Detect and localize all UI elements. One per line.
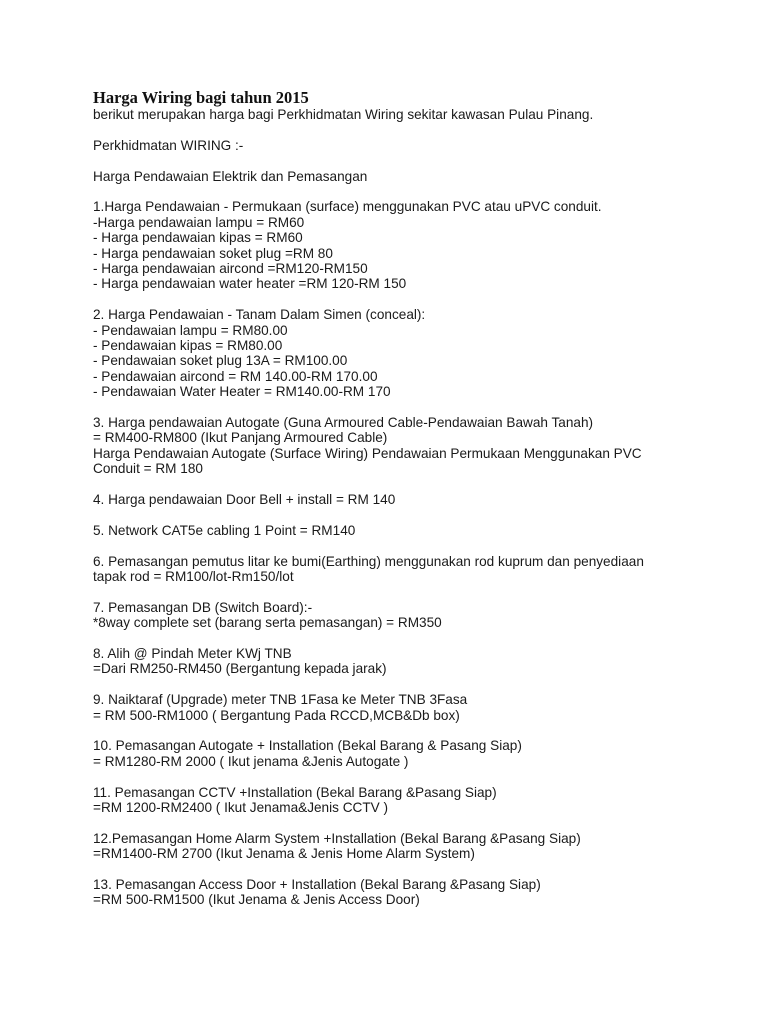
price-section	[93, 785, 693, 816]
price-section	[93, 877, 693, 908]
spacer	[93, 507, 693, 522]
service-heading: Perkhidmatan WIRING :-	[93, 137, 244, 153]
price-section	[93, 523, 693, 538]
section-heading: 2. Harga Pendawaian - Tanam Dalam Simen (conceal):	[93, 307, 426, 323]
price-section	[93, 415, 693, 477]
section-heading: 9. Naiktaraf (Upgrade) meter TNB 1Fasa ke Meter TNB 3Fasa	[93, 692, 468, 708]
section-line: - Pendawaian kipas = RM80.00	[93, 338, 283, 354]
section-line: Conduit = RM 180	[93, 461, 203, 477]
section-heading: 6. Pemasangan pemutus litar ke bumi(Earthing) menggunakan rod kuprum dan penyediaan	[93, 553, 644, 569]
section-heading: 3. Harga pendawaian Autogate (Guna Armoured Cable-Pendawaian Bawah Tanah)	[93, 415, 594, 431]
price-section	[93, 692, 693, 723]
price-section	[93, 646, 693, 677]
section-line: =RM1400-RM 2700 (Ikut Jenama & Jenis Home Alarm System)	[93, 846, 475, 862]
price-sections	[93, 199, 693, 908]
section-line: =Dari RM250-RM450 (Bergantung kepada jarak)	[93, 661, 387, 677]
section-line: =RM 1200-RM2400 ( Ikut Jenama&Jenis CCTV )	[93, 800, 389, 816]
spacer	[93, 477, 693, 492]
spacer	[93, 677, 693, 692]
section-line: =RM 500-RM1500 (Ikut Jenama & Jenis Access Door)	[93, 892, 420, 908]
section-line: - Harga pendawaian kipas = RM60	[93, 230, 303, 246]
section-heading: 11. Pemasangan CCTV +Installation (Bekal Barang &Pasang Siap)	[93, 784, 497, 800]
section-line: - Harga pendawaian soket plug =RM 80	[93, 245, 333, 261]
section-line: - Harga pendawaian water heater =RM 120-RM 150	[93, 276, 407, 292]
section-heading: 4. Harga pendawaian Door Bell + install = RM 140	[93, 492, 396, 508]
section-heading: 8. Alih @ Pindah Meter KWj TNB	[93, 646, 292, 662]
section-line: = RM 500-RM1000 ( Bergantung Pada RCCD,MCB&Db box)	[93, 707, 460, 723]
document-title: Harga Wiring bagi tahun 2015	[93, 88, 309, 107]
spacer	[93, 584, 693, 599]
subheading: Harga Pendawaian Elektrik dan Pemasangan	[93, 168, 368, 184]
spacer	[93, 538, 693, 553]
section-heading: 12.Pemasangan Home Alarm System +Installation (Bekal Barang &Pasang Siap)	[93, 830, 581, 846]
price-section	[93, 831, 693, 862]
section-heading: 10. Pemasangan Autogate + Installation (Bekal Barang & Pasang Siap)	[93, 738, 522, 754]
price-section	[93, 492, 693, 507]
section-line: -Harga pendawaian lampu = RM60	[93, 214, 305, 230]
section-heading: 1.Harga Pendawaian - Permukaan (surface) menggunakan PVC atau uPVC conduit.	[93, 199, 602, 215]
spacer	[93, 292, 693, 307]
section-heading: 5. Network CAT5e cabling 1 Point = RM140	[93, 522, 356, 538]
section-line: - Pendawaian aircond = RM 140.00-RM 170.00	[93, 368, 378, 384]
section-line: = RM1280-RM 2000 ( Ikut jenama &Jenis Autogate )	[93, 753, 409, 769]
spacer	[93, 153, 693, 168]
section-line: Harga Pendawaian Autogate (Surface Wiring) Pendawaian Permukaan Menggunakan PVC	[93, 445, 642, 461]
intro-text: berikut merupakan harga bagi Perkhidmatan Wiring sekitar kawasan Pulau Pinang.	[93, 107, 594, 122]
spacer	[93, 815, 693, 830]
price-section	[93, 600, 693, 631]
spacer	[93, 184, 693, 199]
section-line: - Harga pendawaian aircond =RM120-RM150	[93, 261, 368, 277]
price-section	[93, 738, 693, 769]
spacer	[93, 723, 693, 738]
price-section	[93, 199, 693, 291]
section-heading: 13. Pemasangan Access Door + Installation (Bekal Barang &Pasang Siap)	[93, 877, 541, 893]
section-line: - Pendawaian Water Heater = RM140.00-RM 170	[93, 384, 391, 400]
section-line: tapak rod = RM100/lot-Rm150/lot	[93, 569, 294, 585]
spacer	[93, 769, 693, 784]
spacer	[93, 400, 693, 415]
spacer	[93, 862, 693, 877]
spacer	[93, 631, 693, 646]
section-line: = RM400-RM800 (Ikut Panjang Armoured Cable)	[93, 430, 388, 446]
price-section	[93, 307, 693, 399]
section-line: *8way complete set (barang serta pemasangan) = RM350	[93, 615, 442, 631]
spacer	[93, 122, 693, 137]
section-line: - Pendawaian lampu = RM80.00	[93, 322, 288, 338]
price-section	[93, 554, 693, 585]
section-line: - Pendawaian soket plug 13A = RM100.00	[93, 353, 348, 369]
document-body	[93, 88, 693, 908]
section-heading: 7. Pemasangan DB (Switch Board):-	[93, 599, 313, 615]
